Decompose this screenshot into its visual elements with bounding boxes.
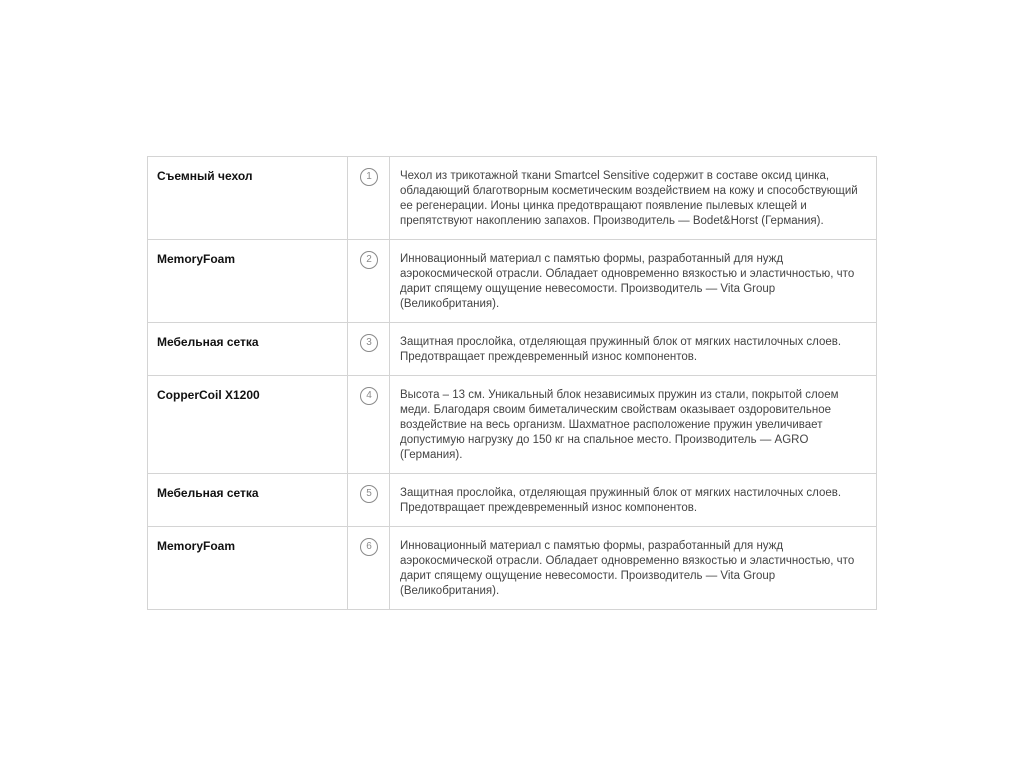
layer-number-cell — [348, 157, 390, 240]
layer-number-cell — [348, 474, 390, 527]
table-row — [148, 474, 877, 527]
layer-number-cell — [348, 323, 390, 376]
layer-description: Инновационный материал с памятью формы, разработанный для нужд аэрокосмической отрасли. Обладает одновременно вязкостью и эластичностью, что дарит спящему ощущение невесомости. Производитель — Vita Group (Великобритания). — [390, 527, 877, 610]
table-row — [148, 157, 877, 240]
layer-description: Инновационный материал с памятью формы, разработанный для нужд аэрокосмической отрасли. Обладает одновременно вязкостью и эластичностью, что дарит спящему ощущение невесомости. Производитель — Vita Group (Великобритания). — [390, 240, 877, 323]
layer-name: Мебельная сетка — [148, 323, 348, 376]
layer-number-cell — [348, 376, 390, 474]
layer-number-cell — [348, 240, 390, 323]
layer-number-cell — [348, 527, 390, 610]
layer-name: MemoryFoam — [148, 527, 348, 610]
layer-name: Мебельная сетка — [148, 474, 348, 527]
table-row — [148, 376, 877, 474]
layer-number-badge: 4 — [360, 387, 378, 405]
layer-number-badge: 2 — [360, 251, 378, 269]
layer-description: Высота – 13 см. Уникальный блок независимых пружин из стали, покрытой слоем меди. Благодаря своим биметалическим свойствам оказывает оздоровительное воздействие на весь организм. Шахматное расположение пружин увеличивает допустимую нагрузку до 150 кг на спальное место. Производитель — AGRO (Германия). — [390, 376, 877, 474]
layer-description: Защитная прослойка, отделяющая пружинный блок от мягких настилочных слоев. Предотвращает преждевременный износ компонентов. — [390, 474, 877, 527]
layer-number-badge: 1 — [360, 168, 378, 186]
layer-name: MemoryFoam — [148, 240, 348, 323]
table-row — [148, 240, 877, 323]
layer-name: Съемный чехол — [148, 157, 348, 240]
layer-number-badge: 5 — [360, 485, 378, 503]
table-body — [148, 157, 877, 610]
layer-number-badge: 6 — [360, 538, 378, 556]
table-row — [148, 323, 877, 376]
mattress-layers-table — [147, 156, 877, 610]
layer-description: Чехол из трикотажной ткани Smartcel Sensitive содержит в составе оксид цинка, обладающий благотворным косметическим воздействием на кожу и способствующий ее регенерации. Ионы цинка предотвращают появление пылевых клещей и препятствуют накоплению запахов. Производитель — Bodet&Horst (Германия). — [390, 157, 877, 240]
layer-name: CopperCoil X1200 — [148, 376, 348, 474]
layer-number-badge: 3 — [360, 334, 378, 352]
layer-description: Защитная прослойка, отделяющая пружинный блок от мягких настилочных слоев. Предотвращает преждевременный износ компонентов. — [390, 323, 877, 376]
table-row — [148, 527, 877, 610]
